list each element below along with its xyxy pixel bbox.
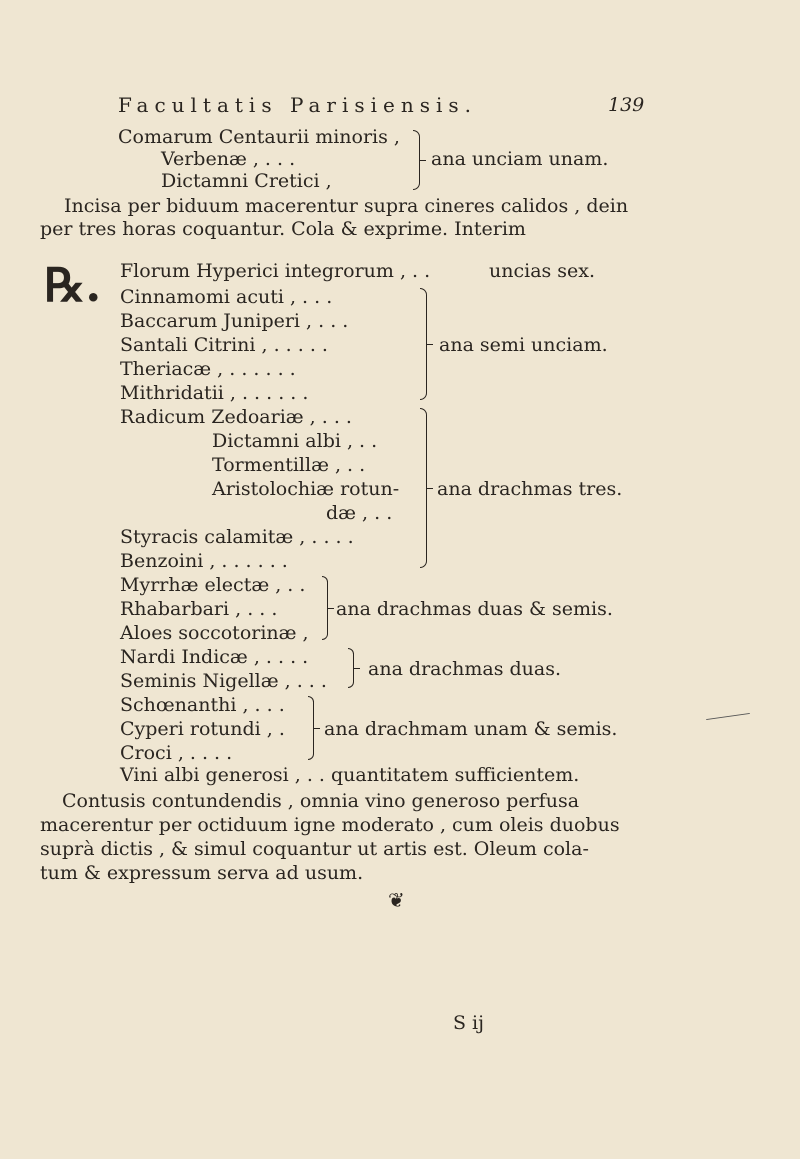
ingredient-line: Baccarum Juniperi , . . . bbox=[120, 310, 349, 332]
ingredient-line: Comarum Centaurii minoris , bbox=[118, 126, 400, 148]
ingredient-line: Vini albi generosi , . . quantitatem sufficientem. bbox=[120, 764, 580, 786]
ingredient-line: Styracis calamitæ , . . . . bbox=[120, 526, 354, 548]
ingredient-line: Schœnanthi , . . . bbox=[120, 694, 285, 716]
ingredient-line: Benzoini , . . . . . . bbox=[120, 550, 288, 572]
ingredient-line: Cinnamomi acuti , . . . bbox=[120, 286, 333, 308]
quantity-text: ana drachmas duas. bbox=[368, 658, 562, 680]
ingredient-line: Theriacæ , . . . . . . bbox=[120, 358, 296, 380]
brace bbox=[348, 648, 354, 688]
ingredient-line: Santali Citrini , . . . . . bbox=[120, 334, 328, 356]
recipe-symbol: ℞. bbox=[44, 258, 102, 312]
ingredient-line: Myrrhæ electæ , . . bbox=[120, 574, 306, 596]
ingredient-line: Verbenæ , . . . bbox=[161, 148, 296, 170]
paragraph-line: Contusis contundendis , omnia vino generoso perfusa bbox=[62, 790, 580, 812]
ingredient-line: Croci , . . . . bbox=[120, 742, 233, 764]
ingredient-line: Dictamni Cretici , bbox=[161, 170, 332, 192]
ingredient-line: Rhabarbari , . . . bbox=[120, 598, 278, 620]
quantity-text: ana drachmas tres. bbox=[437, 478, 623, 500]
brace bbox=[420, 288, 427, 400]
brace bbox=[420, 408, 427, 568]
ingredient-line: dæ , . . bbox=[326, 502, 393, 524]
ingredient-line: Radicum Zedoariæ , . . . bbox=[120, 406, 352, 428]
quantity-text: ana drachmam unam & semis. bbox=[324, 718, 618, 740]
brace bbox=[322, 576, 328, 640]
brace bbox=[308, 696, 314, 760]
ingredient-line: Dictamni albi , . . bbox=[212, 430, 378, 452]
paragraph-line: suprà dictis , & simul coquantur ut artis est. Oleum cola- bbox=[40, 838, 589, 860]
page-number: 139 bbox=[608, 94, 645, 116]
ingredient-line: Nardi Indicæ , . . . . bbox=[120, 646, 309, 668]
ingredient-line: Aristolochiæ rotun- bbox=[212, 478, 400, 500]
ingredient-line: Mithridatii , . . . . . . bbox=[120, 382, 309, 404]
paragraph-line: tum & expressum serva ad usum. bbox=[40, 862, 364, 884]
running-header: Facultatis Parisiensis. bbox=[118, 93, 478, 117]
quantity-text: ana drachmas duas & semis. bbox=[336, 598, 613, 620]
quantity-text: uncias sex. bbox=[489, 260, 596, 282]
paragraph-line: macerentur per octiduum igne moderato , cum oleis duobus bbox=[40, 814, 620, 836]
signature-mark: S ij bbox=[453, 1012, 485, 1034]
ornament-icon: ❦ bbox=[388, 888, 405, 912]
ingredient-line: Tormentillæ , . . bbox=[212, 454, 366, 476]
paragraph-line: Incisa per biduum macerentur supra cineres calidos , dein bbox=[64, 195, 629, 217]
paragraph-line: per tres horas coquantur. Cola & exprime. Interim bbox=[40, 218, 526, 240]
margin-pen-stroke bbox=[706, 713, 750, 720]
quantity-text: ana unciam unam. bbox=[431, 148, 609, 170]
ingredient-line: Aloes soccotorinæ , bbox=[120, 622, 309, 644]
ingredient-line: Cyperi rotundi , . bbox=[120, 718, 285, 740]
ingredient-line: Florum Hyperici integrorum , . . bbox=[120, 260, 431, 282]
ingredient-line: Seminis Nigellæ , . . . bbox=[120, 670, 327, 692]
brace bbox=[413, 130, 420, 190]
quantity-text: ana semi unciam. bbox=[439, 334, 608, 356]
